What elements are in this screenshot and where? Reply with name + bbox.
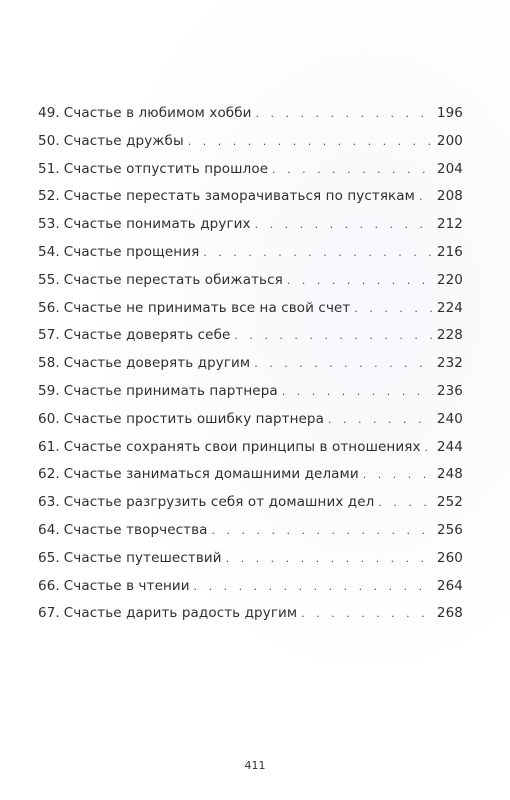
toc-entry	[38, 103, 463, 131]
toc-entry-title: Счастье простить ошибку партнера	[63, 410, 324, 427]
toc-entry-number: 56.	[38, 299, 60, 316]
toc-entry-page: 252	[436, 494, 463, 511]
toc-entry	[38, 242, 463, 270]
dot-leader	[419, 187, 433, 207]
dot-leader	[425, 438, 433, 458]
toc-entry-page: 268	[436, 605, 463, 622]
toc-entry-number: 54.	[38, 243, 60, 260]
dot-leader	[378, 493, 433, 513]
toc-entry-title: Счастье разгрузить себя от домашних дел	[63, 494, 375, 511]
toc-entry	[38, 159, 463, 187]
toc-entry-page: 232	[436, 355, 463, 372]
toc-entry-number: 53.	[38, 216, 60, 233]
toc-entry-page: 264	[436, 577, 463, 594]
toc-entry	[38, 214, 463, 242]
toc-entry	[38, 381, 463, 409]
toc-entry-title: Счастье прощения	[63, 243, 200, 260]
toc-entry-page: 236	[436, 382, 463, 399]
toc-entry	[38, 492, 463, 520]
toc-entry	[38, 548, 463, 576]
dot-leader	[301, 604, 433, 624]
dot-leader	[226, 549, 433, 569]
toc-entry-title: Счастье перестать заморачиваться по пустякам	[63, 188, 415, 205]
toc-entry-title: Счастье не принимать все на свой счет	[63, 299, 351, 316]
toc-entry	[38, 603, 463, 631]
toc-entry-number: 65.	[38, 549, 60, 566]
toc-entry-number: 60.	[38, 410, 60, 427]
toc-entry-page: 256	[436, 521, 463, 538]
toc-entry	[38, 186, 463, 214]
toc-entry	[38, 270, 463, 298]
dot-leader	[188, 132, 433, 152]
toc-entry-page: 224	[436, 299, 463, 316]
toc-entry-title: Счастье в любимом хобби	[63, 105, 252, 121]
toc-entry	[38, 409, 463, 437]
dot-leader	[255, 215, 433, 235]
toc-entry	[38, 131, 463, 159]
toc-entry-title: Счастье дарить радость другим	[63, 605, 298, 622]
toc-entry-title: Счастье понимать других	[63, 216, 251, 233]
dot-leader	[254, 354, 433, 374]
toc-entry-page: 208	[436, 188, 463, 205]
toc-entry-page: 248	[436, 466, 463, 483]
toc-entry-number: 58.	[38, 355, 60, 372]
toc-entry	[38, 520, 463, 548]
toc-entry-number: 57.	[38, 327, 60, 344]
toc-entry-page: 220	[436, 271, 463, 288]
toc-entry-title: Счастье принимать партнера	[63, 382, 278, 399]
toc-entry	[38, 353, 463, 381]
toc-entry-page: 228	[436, 327, 463, 344]
dot-leader	[212, 521, 433, 541]
dot-leader	[194, 577, 433, 597]
toc-entry-number: 55.	[38, 271, 60, 288]
toc-entry-number: 63.	[38, 494, 60, 511]
toc-entry-number: 59.	[38, 382, 60, 399]
toc-entry-title: Счастье дружбы	[63, 132, 184, 149]
toc-entry	[38, 325, 463, 353]
toc-entry-title: Счастье доверять другим	[63, 355, 251, 372]
toc-entry-number: 67.	[38, 605, 60, 622]
toc-entry-page: 212	[436, 216, 463, 233]
toc-entry-page: 260	[436, 549, 463, 566]
toc-entry-title: Счастье отпустить прошлое	[63, 160, 269, 177]
page-number: 411	[244, 759, 266, 772]
dot-leader	[234, 326, 433, 346]
toc-entry-number: 64.	[38, 521, 60, 538]
toc-entry-number: 50.	[38, 132, 60, 149]
dot-leader	[328, 410, 433, 430]
dot-leader	[354, 299, 433, 319]
toc-entry-number: 49.	[38, 105, 60, 121]
toc-entry	[38, 576, 463, 604]
dot-leader	[287, 271, 433, 291]
toc-entry-page: 200	[436, 132, 463, 149]
toc-entry-page: 240	[436, 410, 463, 427]
toc-entry	[38, 437, 463, 465]
toc-entry-title: Счастье перестать обижаться	[63, 271, 283, 288]
toc-entry-number: 62.	[38, 466, 60, 483]
toc-entry-title: Счастье творчества	[63, 521, 208, 538]
toc-entry-title: Счастье путешествий	[63, 549, 222, 566]
toc-entry	[38, 464, 463, 492]
toc-entry-number: 51.	[38, 160, 60, 177]
toc-entry-page: 216	[436, 243, 463, 260]
dot-leader	[203, 243, 433, 263]
toc-entry-page: 196	[436, 105, 463, 121]
toc-entry	[38, 298, 463, 326]
toc-entry-number: 66.	[38, 577, 60, 594]
toc-entry-title: Счастье в чтении	[63, 577, 190, 594]
toc-entry-page: 204	[436, 160, 463, 177]
dot-leader	[282, 382, 433, 402]
dot-leader	[256, 104, 433, 124]
toc-entry-number: 52.	[38, 188, 60, 205]
toc-entry-title: Счастье доверять себе	[63, 327, 231, 344]
table-of-contents	[38, 103, 463, 631]
dot-leader	[363, 465, 433, 485]
toc-entry-title: Счастье заниматься домашними делами	[63, 466, 359, 483]
dot-leader	[272, 160, 433, 180]
toc-entry-title: Счастье сохранять свои принципы в отношениях	[63, 438, 421, 455]
toc-entry-number: 61.	[38, 438, 60, 455]
toc-entry-page: 244	[436, 438, 463, 455]
